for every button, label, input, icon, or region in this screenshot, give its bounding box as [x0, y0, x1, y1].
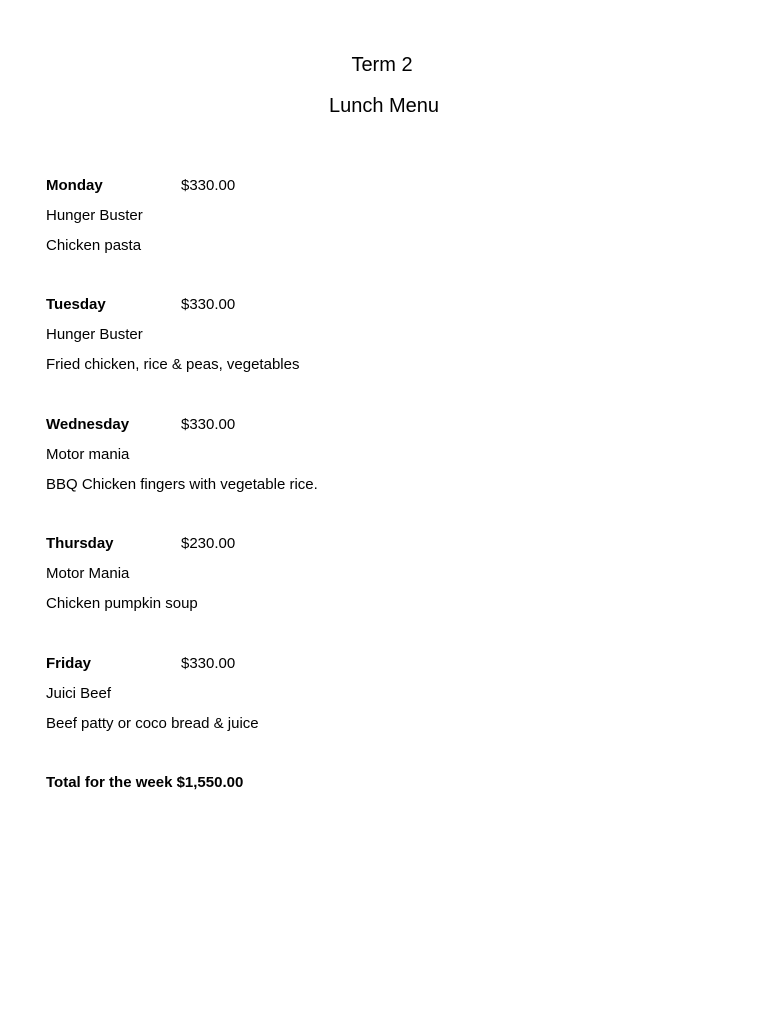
vendor-row: [46, 445, 546, 475]
meal-description: Chicken pumpkin soup: [46, 595, 198, 612]
day-price: $330.00: [181, 416, 236, 433]
vendor-name: Juici Beef: [46, 685, 112, 702]
day-header-row: [46, 415, 546, 445]
day-header-row: [46, 295, 546, 325]
page-title: Lunch Menu: [328, 95, 440, 117]
day-section-monday: [46, 176, 546, 266]
weekly-total: Total for the week $1,550.00: [46, 774, 244, 791]
day-price: $330.00: [181, 296, 236, 313]
vendor-row: [46, 684, 546, 714]
vendor-name: Hunger Buster: [46, 207, 143, 224]
day-price: $230.00: [181, 535, 236, 552]
day-price: $330.00: [181, 655, 236, 672]
day-section-tuesday: [46, 295, 546, 385]
day-section-wednesday: [46, 415, 546, 505]
vendor-name: Motor Mania: [46, 565, 130, 582]
vendor-row: [46, 564, 546, 594]
vendor-row: [46, 206, 546, 236]
meal-row: [46, 475, 546, 505]
day-name: Wednesday: [46, 416, 130, 433]
day-header-row: [46, 534, 546, 564]
vendor-name: Hunger Buster: [46, 326, 143, 343]
day-section-friday: [46, 654, 546, 744]
day-header-row: [46, 176, 546, 206]
day-section-thursday: [46, 534, 546, 624]
meal-description: Beef patty or coco bread & juice: [46, 715, 259, 732]
vendor-row: [46, 325, 546, 355]
meal-row: [46, 594, 546, 624]
day-name: Monday: [46, 177, 103, 194]
meal-description: Fried chicken, rice & peas, vegetables: [46, 356, 300, 373]
day-price: $330.00: [181, 177, 236, 194]
meal-description: Chicken pasta: [46, 237, 142, 254]
term-heading: Term 2: [351, 54, 413, 76]
day-name: Friday: [46, 655, 92, 672]
meal-row: [46, 714, 546, 744]
day-name: Thursday: [46, 535, 114, 552]
meal-description: BBQ Chicken fingers with vegetable rice.: [46, 476, 318, 493]
meal-row: [46, 355, 546, 385]
meal-row: [46, 236, 546, 266]
day-header-row: [46, 654, 546, 684]
day-name: Tuesday: [46, 296, 106, 313]
vendor-name: Motor mania: [46, 446, 130, 463]
